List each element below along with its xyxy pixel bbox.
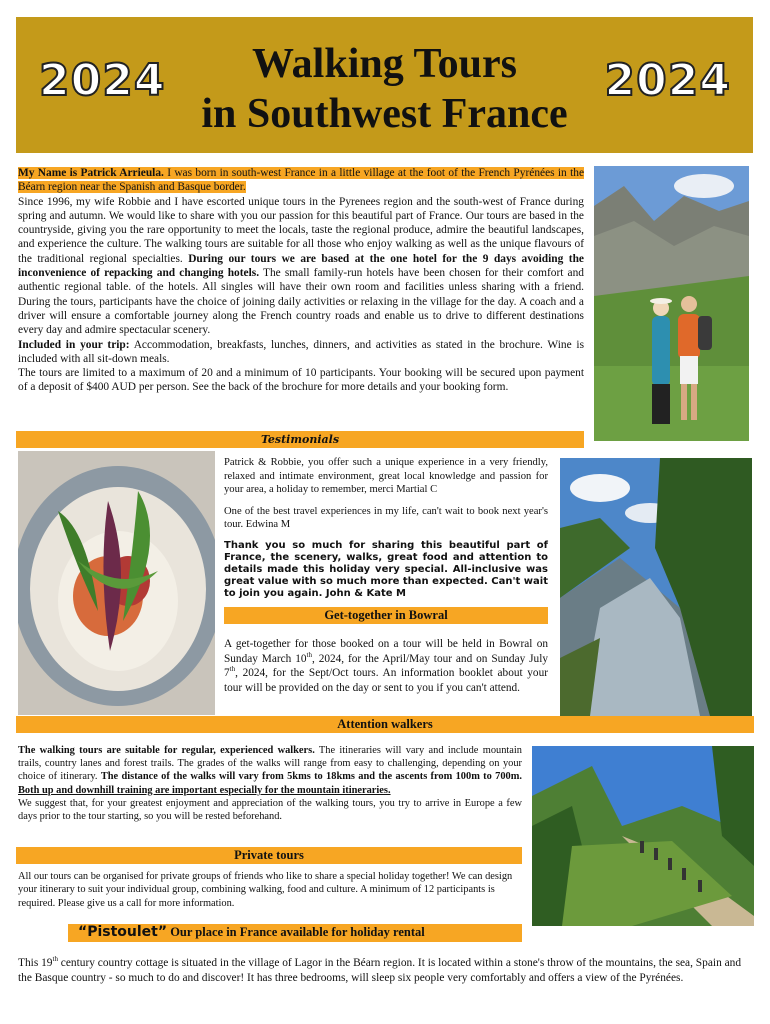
- attention-text: [18, 744, 522, 823]
- title-line-1: Walking Tours: [252, 41, 517, 87]
- year-right: 2024: [604, 55, 731, 106]
- pistoulet-heading-rest: Our place in France available for holiday rental: [167, 925, 425, 939]
- pistoulet-heading: [68, 924, 522, 942]
- gt-b: , 2024, for the April/May tour and on Sunday July 7: [224, 652, 548, 679]
- intro-paragraph-3: [18, 338, 584, 367]
- intro-paragraph-1: [18, 166, 584, 195]
- intro-p2-bold: During our tours we are based at the one hotel for the 9 days avoiding the inconvenience of repacking and changing hotels.: [18, 252, 584, 280]
- pistoulet-name: “Pistoulet”: [78, 924, 168, 940]
- pistoulet-text: [18, 956, 752, 986]
- testimonial-2: One of the best travel experiences in my life, can't wait to book next year's tour. Edwina M: [224, 505, 548, 531]
- intro-paragraph-4: The tours are limited to a maximum of 20 and a minimum of 10 participants. Your booking will be secured upon payment of a deposit of $400 AUD per person. See the back of the brochure for more details and your booking form.: [18, 367, 584, 394]
- intro-p2: Since 1996, my wife Robbie and I have escorted unique tours in the Pyrenees region and the south-west of France during spring and autumn. We would like to share with you our passion for this beautiful part of France. Our tours are based in the countryside, giving you the rare opportunity to meet the locals, taste the regional produce, admire the beautiful landscapes, and experience the culture. The walking tours are suitable for all those who enjoy walking as well as the unique flavours of the traditional regional specialties.: [18, 195, 584, 265]
- testimonials-list: [224, 456, 548, 608]
- gettogether-paragraph: [224, 637, 548, 695]
- intro-p1: I was born in south-west France in a little village at the foot of the French Pyrénées in the Béarn region near the Spanish and Basque border.: [18, 167, 584, 194]
- pist-a: This 19: [18, 957, 53, 969]
- gettogether-text: [224, 637, 548, 695]
- title-line-2: in Southwest France: [201, 91, 568, 137]
- testimonial-3: Thank you so much for sharing this beautiful part of France, the scenery, walks, great food and attention to details made this holiday very special. All-inclusive was great value with so much more than expected. Can't wait to join you again. John & Kate M: [224, 539, 548, 599]
- gt-sup2: th: [229, 665, 236, 674]
- intro-text: [18, 166, 584, 395]
- pist-b: century country cottage is situated in the village of Lagor in the Béarn region. It is located within a stone's throw of the mountains, the sea, Spain and the Basque country - so much to do and discover! It has three bedrooms, will sleep six people very comfortably and offers a view of the Pyrénées.: [18, 957, 742, 984]
- attention-paragraph-1: [18, 744, 522, 797]
- private-text: [18, 870, 522, 910]
- testimonial-1: Patrick & Robbie, you offer such a unique experience in a very friendly, relaxed and intimate environment, great local knowledge and passion for your area, a holiday to remember, merci Martial C: [224, 457, 548, 496]
- gettogether-heading: Get-together in Bowral: [224, 607, 548, 624]
- attn-bold2: The distance of the walks will vary from 5kms to 18kms and the ascents from 100m to 700m.: [100, 771, 522, 783]
- intro-p2b: The small family-run hotels have been chosen for their comfort and authentic regional table. of the hotels. All singles will have their own room and facilities unless sharing with a friend. During the tours, participants have the choice of joining daily activities or relaxing in the village for the day. A coach and a driver will ensure a comfortable journey along the French country roads and enable us to drive to different destinations every day and admire spectacular scenery.: [18, 267, 585, 337]
- page-title: [166, 39, 603, 139]
- gt-c: , 2024, for the Sept/Oct tours. An information booklet about your tour will be provided on the day or sent to you if you can't attend.: [224, 667, 548, 694]
- private-heading: Private tours: [16, 847, 522, 864]
- included-label: Included in your trip:: [18, 338, 130, 351]
- intro-paragraph-2: [18, 195, 584, 338]
- attn-bold3: Both up and downhill training are important especially for the mountain itineraries.: [18, 784, 391, 796]
- trail-photo: [532, 746, 754, 926]
- hikers-photo: [594, 166, 749, 441]
- year-left: 2024: [39, 55, 166, 106]
- gt-a: A get-together for those booked on a tour will be held in Bowral on Sunday March 10: [224, 638, 548, 665]
- attention-heading: Attention walkers: [16, 716, 754, 733]
- intro-highlight: [18, 167, 584, 193]
- pistoulet-paragraph: [18, 956, 752, 986]
- attn-text1: The itineraries will vary and include mountain trails, country lanes and forest trails. The grades of the walks will range from easy to challenging, depending on your choice of itinerary.: [18, 745, 522, 783]
- private-paragraph: All our tours can be organised for private groups of friends who like to share a special holiday together! We can design your itinerary to suit your individual group, combining walking, food and culture. A minimum of 12 participants is required. Please give us a call for more information.: [18, 871, 513, 909]
- gt-sup1: th: [306, 650, 312, 659]
- pist-sup: th: [52, 955, 58, 964]
- river-photo: [560, 458, 752, 716]
- attention-paragraph-2: We suggest that, for your greatest enjoyment and appreciation of the walking tours, you try to arrive in Europe a few days prior to the tour starting, so you will be rested beforehand.: [18, 797, 522, 823]
- included-text: Accommodation, breakfasts, lunches, dinners, and activities as stated in the brochure. Wine is included with all sit-down meals.: [18, 338, 584, 365]
- food-photo: [18, 451, 215, 715]
- name-label: My Name is Patrick Arrieula.: [18, 167, 164, 179]
- header-banner: [16, 17, 753, 153]
- attn-bold1: The walking tours are suitable for regular, experienced walkers.: [18, 745, 315, 756]
- testimonials-heading: Testimonials: [16, 431, 584, 448]
